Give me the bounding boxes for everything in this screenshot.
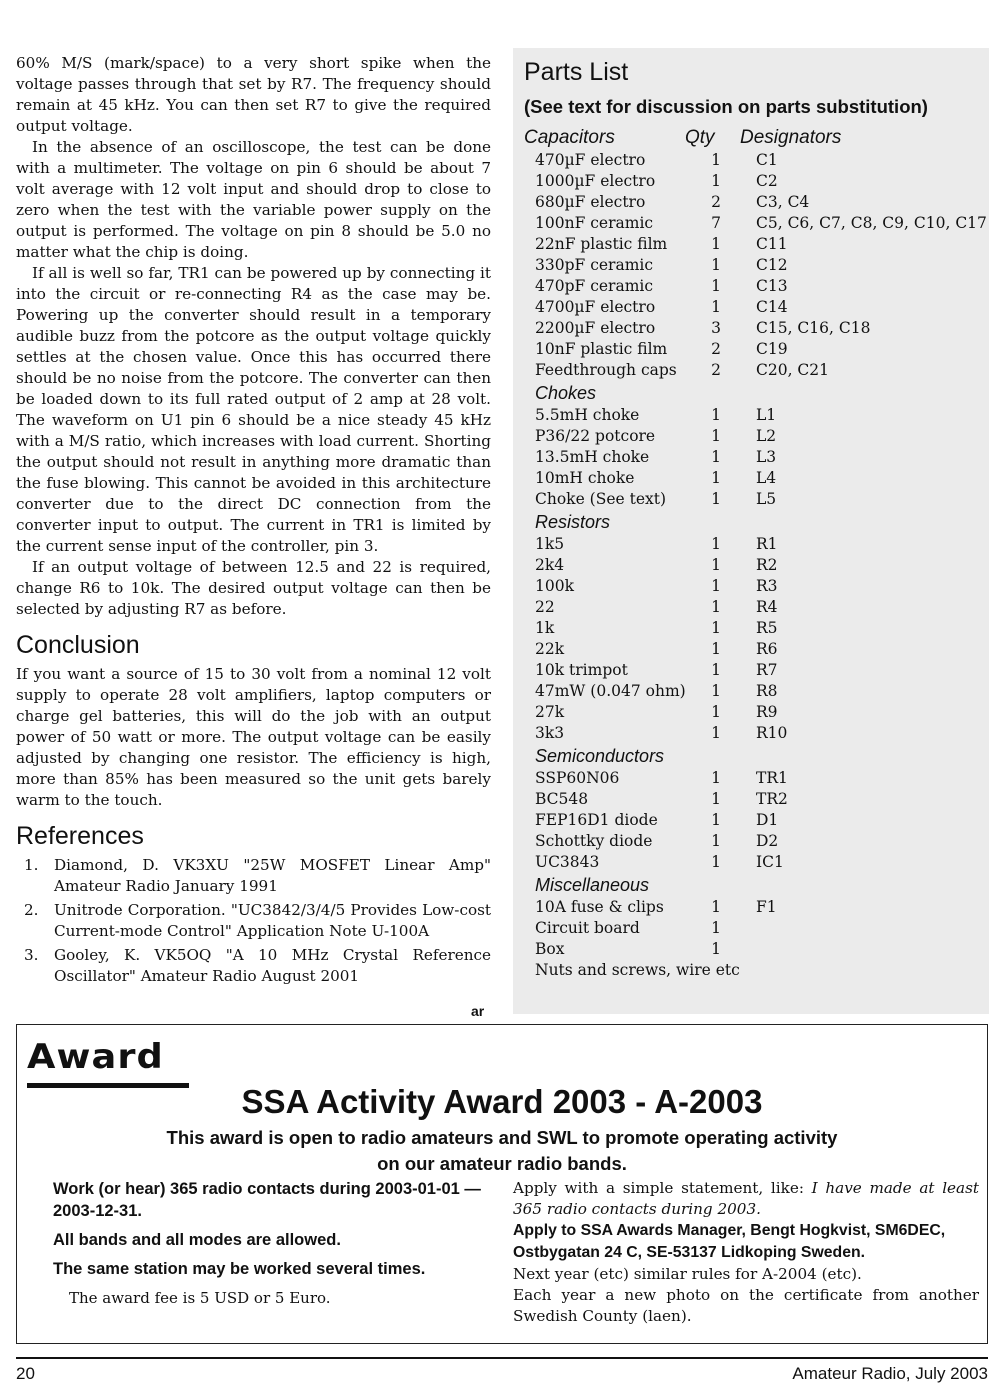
- part-designator: L1: [756, 406, 777, 424]
- parts-row: [524, 723, 989, 744]
- part-qty: 1: [711, 469, 721, 487]
- part-qty: 1: [711, 724, 721, 742]
- conclusion-heading: Conclusion: [16, 631, 140, 659]
- part-qty: 2: [711, 361, 721, 379]
- part-qty: 1: [711, 811, 721, 829]
- part-designator: C3, C4: [756, 193, 810, 211]
- part-designator: R7: [756, 661, 778, 679]
- part-name: 10mH choke: [535, 469, 635, 487]
- parts-row: [524, 255, 989, 276]
- part-designator: R4: [756, 598, 778, 616]
- resistor-rows: [524, 534, 989, 744]
- parts-row: [524, 555, 989, 576]
- part-qty: 1: [711, 682, 721, 700]
- capacitor-rows: [524, 150, 989, 381]
- part-name: Nuts and screws, wire etc: [535, 961, 740, 979]
- part-qty: 1: [711, 598, 721, 616]
- part-qty: 1: [711, 277, 721, 295]
- part-name: UC3843: [535, 853, 600, 871]
- parts-row: [524, 426, 989, 447]
- parts-row: [524, 339, 989, 360]
- award-intro-line: on our amateur radio bands.: [377, 1153, 627, 1174]
- part-name: 2k4: [535, 556, 565, 574]
- part-name: FEP16D1 diode: [535, 811, 658, 829]
- part-name: 3k3: [535, 724, 565, 742]
- part-name: 22nF plastic film: [535, 235, 668, 253]
- parts-row: [524, 810, 989, 831]
- part-qty: 1: [711, 919, 721, 937]
- part-qty: 1: [711, 898, 721, 916]
- parts-table: [524, 126, 989, 981]
- parts-row: [524, 489, 989, 510]
- part-name: 2200µF electro: [535, 319, 656, 337]
- part-qty: 2: [711, 340, 721, 358]
- part-designator: C12: [756, 256, 788, 274]
- header-designators: Designators: [740, 127, 842, 148]
- part-designator: IC1: [756, 853, 784, 871]
- article-column: [16, 53, 491, 990]
- parts-row: [524, 597, 989, 618]
- parts-row: [524, 534, 989, 555]
- award-title: SSA Activity Award 2003 - A-2003: [241, 1083, 763, 1120]
- parts-row: [524, 276, 989, 297]
- parts-row: [524, 852, 989, 873]
- part-name: Box: [535, 940, 565, 958]
- award-photo-note: Each year a new photo on the certificate from another Swedish County (laen).: [513, 1286, 979, 1325]
- part-name: 330pF ceramic: [535, 256, 654, 274]
- part-designator: R6: [756, 640, 778, 658]
- part-name: 470pF ceramic: [535, 277, 654, 295]
- reference-item: [16, 900, 491, 942]
- part-name: 10nF plastic film: [535, 340, 668, 358]
- part-name: P36/22 potcore: [535, 427, 656, 445]
- references-heading: References: [16, 822, 144, 850]
- part-qty: 1: [711, 832, 721, 850]
- parts-row: [524, 405, 989, 426]
- part-designator: R3: [756, 577, 778, 595]
- award-next-year: Next year (etc) similar rules for A-2004 (etc).: [513, 1265, 862, 1283]
- part-name: 680µF electro: [535, 193, 646, 211]
- parts-row: [524, 660, 989, 681]
- header-capacitors: Capacitors: [524, 127, 615, 148]
- reference-number: 2.: [24, 901, 39, 919]
- part-qty: 1: [711, 853, 721, 871]
- semiconductor-rows: [524, 768, 989, 873]
- part-qty: 1: [711, 151, 721, 169]
- paragraph: If all is well so far, TR1 can be powered up by connecting it into the circuit or re-connecting R4 as the case may be. Powering up the converter should result in a temporary audible buzz from the potcore as the output voltage quickly settles at the chosen value. Once this has occurred there should be no noise from the potcore. The converter can then be loaded down to its full rated output of 2 amp at 28 volt. The waveform on U1 pin 6 should be a nice steady 45 kHz with a M/S ratio, which increases with load current. Shorting the output should not result in anything more dramatic than the fuse blowing. This cannot be avoided in this architecture converter due to the direct DC connection from the converter input to output. The current in TR1 is limited by the current sense input of the controller, pin 3.: [16, 264, 491, 555]
- part-qty: 1: [711, 256, 721, 274]
- apply-quote: I have made at least 365 radio contacts during 2003.: [513, 1179, 979, 1218]
- award-apply-statement: [513, 1178, 979, 1220]
- reference-number: 1.: [24, 856, 39, 874]
- parts-table-header: [524, 126, 989, 150]
- part-designator: TR2: [756, 790, 788, 808]
- part-qty: 1: [711, 577, 721, 595]
- part-designator: R2: [756, 556, 778, 574]
- paragraph: If an output voltage of between 12.5 and 22 is required, change R6 to 10k. The desired output voltage can then be selected by adjusting R7 as before.: [16, 558, 491, 618]
- part-designator: C1: [756, 151, 778, 169]
- parts-row: [524, 468, 989, 489]
- parts-row: [524, 681, 989, 702]
- part-name: 1000µF electro: [535, 172, 656, 190]
- part-designator: R9: [756, 703, 778, 721]
- award-rule: All bands and all modes are allowed.: [53, 1231, 341, 1249]
- part-name: 22k: [535, 640, 565, 658]
- reference-item: [16, 945, 491, 987]
- part-qty: 1: [711, 619, 721, 637]
- part-designator: R10: [756, 724, 788, 742]
- reference-text: Gooley, K. VK5OQ "A 10 MHz Crystal Reference Oscillator" Amateur Radio August 2001: [54, 946, 491, 985]
- parts-row: [524, 702, 989, 723]
- part-designator: TR1: [756, 769, 788, 787]
- part-qty: 1: [711, 703, 721, 721]
- part-qty: 1: [711, 490, 721, 508]
- part-designator: R5: [756, 619, 778, 637]
- part-designator: C20, C21: [756, 361, 830, 379]
- category-semiconductors: Semiconductors: [535, 746, 665, 766]
- part-name: 1k5: [535, 535, 565, 553]
- parts-row: [524, 831, 989, 852]
- part-name: Choke (See text): [535, 490, 667, 508]
- award-section-tag: Award: [27, 1037, 164, 1077]
- parts-row: [524, 447, 989, 468]
- part-designator: L4: [756, 469, 777, 487]
- parts-row: [524, 618, 989, 639]
- part-qty: 1: [711, 640, 721, 658]
- header-qty: Qty: [685, 127, 715, 148]
- part-designator: C13: [756, 277, 788, 295]
- page-number: 20: [16, 1364, 35, 1383]
- parts-row: [524, 360, 989, 381]
- footer-rule: [16, 1357, 988, 1359]
- part-name: 10k trimpot: [535, 661, 628, 679]
- paragraph: In the absence of an oscilloscope, the test can be done with a multimeter. The voltage on pin 6 should be about 7 volt average with 12 volt input and should drop to close to zero when the test with the variable power supply on the output is performed. The voltage on pin 8 should be 5.0 no matter what the chip is doing.: [16, 138, 491, 261]
- parts-row: [524, 918, 989, 939]
- parts-row: [524, 234, 989, 255]
- part-name: BC548: [535, 790, 589, 808]
- category-miscellaneous: Miscellaneous: [535, 875, 650, 895]
- apply-lead: Apply with a simple statement, like:: [513, 1179, 812, 1197]
- part-qty: 1: [711, 427, 721, 445]
- parts-row: [524, 318, 989, 339]
- part-name: 22: [535, 598, 555, 616]
- part-designator: L2: [756, 427, 777, 445]
- parts-row: [524, 171, 989, 192]
- parts-row: [524, 768, 989, 789]
- parts-row: [524, 939, 989, 960]
- part-designator: C5, C6, C7, C8, C9, C10, C17: [756, 214, 987, 232]
- part-name: Circuit board: [535, 919, 640, 937]
- part-qty: 1: [711, 535, 721, 553]
- award-application: [513, 1178, 979, 1327]
- parts-row: [524, 639, 989, 660]
- part-name: 100k: [535, 577, 574, 595]
- choke-rows: [524, 405, 989, 510]
- part-designator: D1: [756, 811, 779, 829]
- category-chokes: Chokes: [535, 383, 597, 403]
- part-designator: L3: [756, 448, 777, 466]
- miscellaneous-rows: [524, 897, 989, 981]
- award-box: [16, 1024, 988, 1344]
- award-intro-line: This award is open to radio amateurs and SWL to promote operating activity: [166, 1127, 838, 1148]
- footer-journal: Amateur Radio, July 2003: [792, 1364, 988, 1383]
- part-designator: F1: [756, 898, 777, 916]
- award-apply-address: Apply to SSA Awards Manager, Bengt Hogkvist, SM6DEC, Ostbygatan 24 C, SE-53137 Lidkoping Sweden.: [513, 1222, 946, 1261]
- part-qty: 1: [711, 940, 721, 958]
- parts-row: [524, 297, 989, 318]
- end-mark: ar: [471, 1003, 485, 1019]
- parts-list-panel: [513, 48, 989, 1014]
- award-intro: [17, 1125, 987, 1177]
- category-resistors: Resistors: [535, 512, 611, 532]
- award-fee: The award fee is 5 USD or 5 Euro.: [69, 1289, 331, 1307]
- conclusion-paragraph: If you want a source of 15 to 30 volt from a nominal 12 volt supply to operate 28 volt amplifiers, laptop computers or charge gel batteries, this will do the job with an output power of 50 watt or more. The output voltage can be easily adjusted by changing one resistor. The efficiency is high, more than 85% has been measured so the unit gets barely warm to the touch.: [16, 665, 491, 809]
- part-name: Schottky diode: [535, 832, 653, 850]
- parts-row: [524, 960, 989, 981]
- parts-row: [524, 213, 989, 234]
- part-qty: 1: [711, 406, 721, 424]
- award-rule: Work (or hear) 365 radio contacts during 2003-01-01 — 2003-12-31.: [53, 1180, 481, 1220]
- part-qty: 1: [711, 769, 721, 787]
- part-name: 47mW (0.047 ohm): [535, 682, 686, 700]
- part-designator: R1: [756, 535, 778, 553]
- parts-row: [524, 192, 989, 213]
- part-name: 10A fuse & clips: [535, 898, 664, 916]
- part-name: SSP60N06: [535, 769, 620, 787]
- paragraph: 60% M/S (mark/space) to a very short spike when the voltage passes through that set by R7. The frequency should remain at 45 kHz. You can then set R7 to give the required output voltage.: [16, 54, 491, 135]
- parts-list-subtitle: (See text for discussion on parts substitution): [524, 96, 928, 117]
- part-designator: C2: [756, 172, 778, 190]
- part-name: 13.5mH choke: [535, 448, 650, 466]
- parts-row: [524, 789, 989, 810]
- part-qty: 2: [711, 193, 721, 211]
- part-qty: 1: [711, 235, 721, 253]
- references-list: [16, 855, 491, 987]
- part-designator: C11: [756, 235, 788, 253]
- part-name: 470µF electro: [535, 151, 646, 169]
- part-qty: 1: [711, 790, 721, 808]
- part-qty: 1: [711, 298, 721, 316]
- part-designator: R8: [756, 682, 778, 700]
- part-qty: 7: [711, 214, 721, 232]
- part-name: 27k: [535, 703, 565, 721]
- award-rules: [53, 1178, 483, 1316]
- reference-text: Diamond, D. VK3XU "25W MOSFET Linear Amp" Amateur Radio January 1991: [54, 856, 491, 895]
- part-qty: 1: [711, 556, 721, 574]
- part-qty: 1: [711, 448, 721, 466]
- parts-row: [524, 150, 989, 171]
- part-designator: D2: [756, 832, 779, 850]
- part-qty: 1: [711, 172, 721, 190]
- award-rule: The same station may be worked several times.: [53, 1260, 426, 1278]
- part-designator: C19: [756, 340, 788, 358]
- part-qty: 3: [711, 319, 721, 337]
- parts-list-title: Parts List: [524, 58, 629, 86]
- part-designator: C15, C16, C18: [756, 319, 871, 337]
- parts-row: [524, 576, 989, 597]
- part-designator: L5: [756, 490, 777, 508]
- part-name: 4700µF electro: [535, 298, 656, 316]
- reference-item: [16, 855, 491, 897]
- part-name: 5.5mH choke: [535, 406, 640, 424]
- reference-text: Unitrode Corporation. "UC3842/3/4/5 Provides Low-cost Current-mode Control" Application Note U-100A: [54, 901, 491, 940]
- part-designator: C14: [756, 298, 788, 316]
- reference-number: 3.: [24, 946, 39, 964]
- part-qty: 1: [711, 661, 721, 679]
- part-name: Feedthrough caps: [535, 361, 677, 379]
- part-name: 1k: [535, 619, 555, 637]
- part-name: 100nF ceramic: [535, 214, 654, 232]
- parts-row: [524, 897, 989, 918]
